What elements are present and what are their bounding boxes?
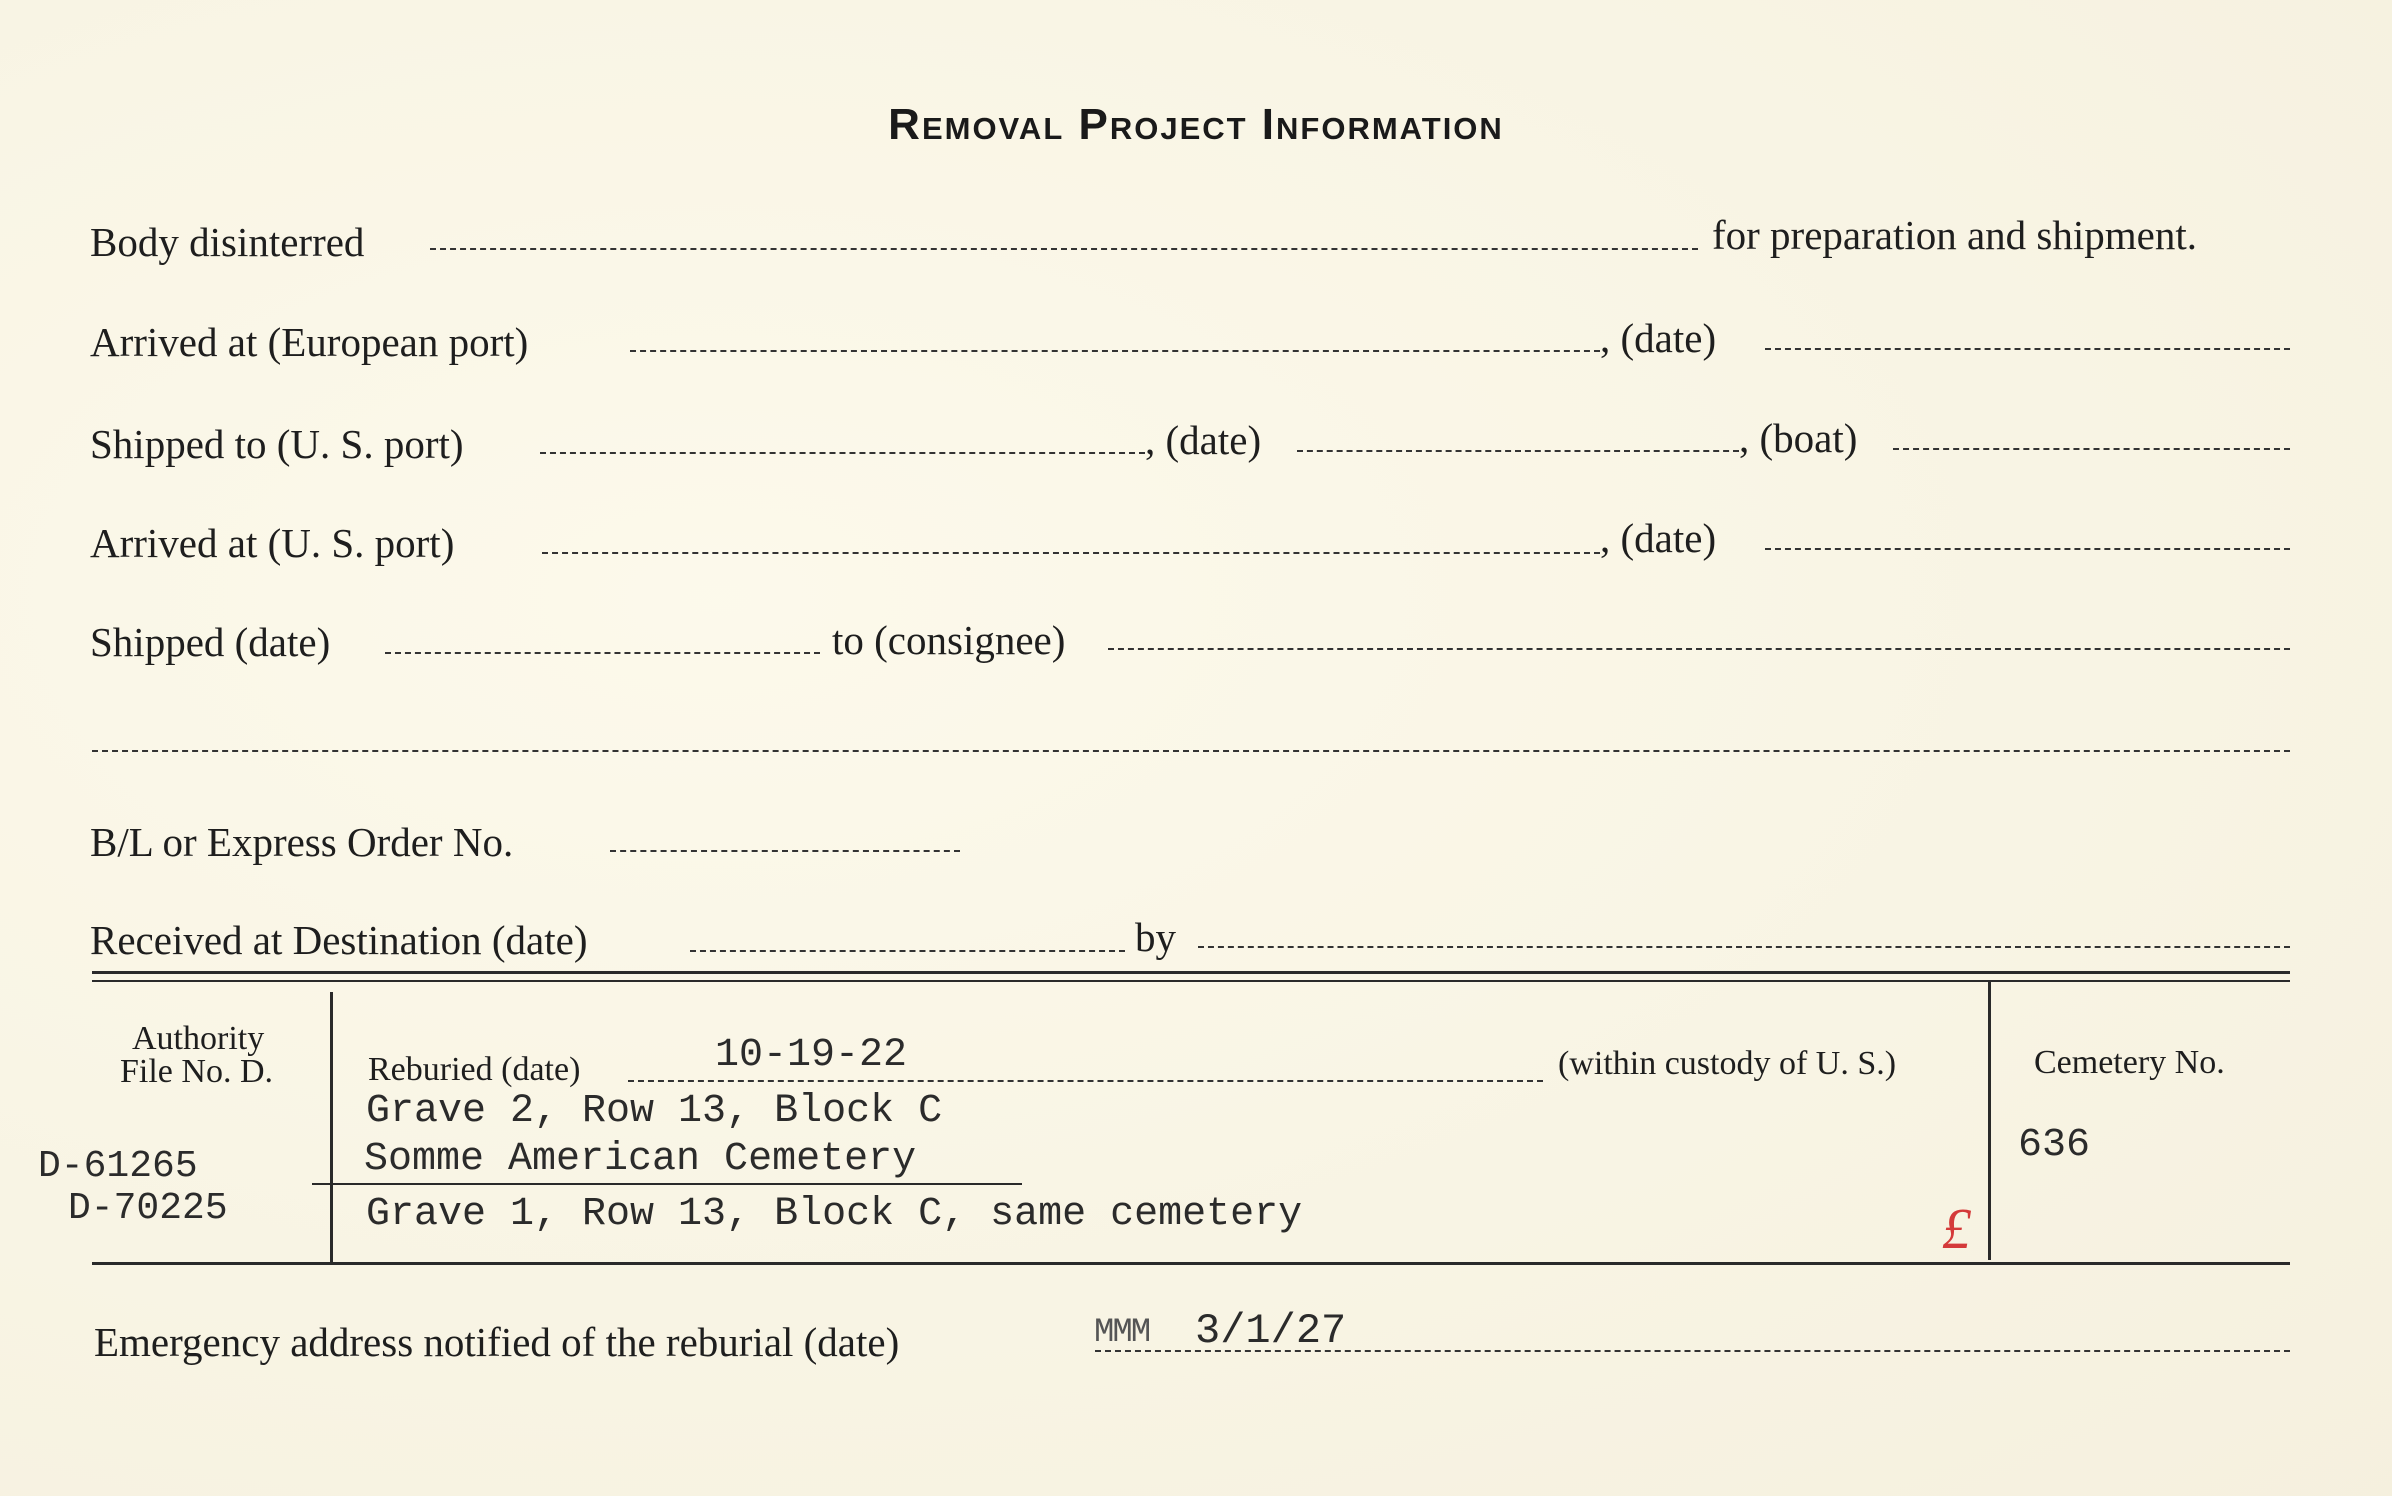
red-pencil-mark: £ (1942, 1196, 1971, 1261)
reburied-date-label: Reburied (date) (368, 1051, 581, 1088)
preparation-shipment-label: for preparation and shipment. (1712, 212, 2198, 258)
body-disinterred-label: Body disinterred (90, 219, 365, 265)
bl-express-field[interactable] (610, 850, 960, 852)
shipped-date-row-field[interactable] (385, 652, 820, 654)
table-divider-right (1988, 982, 1991, 1260)
received-by-label: by (1135, 914, 1176, 960)
cemetery-name-line: Somme American Cemetery (364, 1137, 917, 1182)
emergency-date-value: 3/1/27 (1195, 1307, 1347, 1355)
authority-header: Authority (132, 1020, 265, 1057)
file-number-1: D-61265 (38, 1145, 198, 1188)
european-port-field[interactable] (630, 350, 1600, 352)
body-disinterred-field[interactable] (430, 248, 1698, 250)
table-top-rule-1 (92, 971, 2290, 974)
reburied-date-field[interactable] (628, 1080, 1543, 1082)
table-bottom-rule (92, 1262, 2290, 1265)
boat-field[interactable] (1893, 448, 2290, 450)
arrived-us-date-label: , (date) (1600, 515, 1717, 561)
shipped-to-us-port-label: Shipped to (U. S. port) (90, 421, 464, 467)
table-top-rule-2 (92, 980, 2290, 982)
grave-line-2: Grave 1, Row 13, Block C, same cemetery (366, 1192, 1303, 1237)
cemetery-no-label: Cemetery No. (2034, 1044, 2225, 1081)
reburied-date-value: 10-19-22 (715, 1033, 908, 1078)
emergency-address-label: Emergency address notified of the reburial (date) (94, 1319, 900, 1365)
european-date-field[interactable] (1765, 348, 2290, 350)
consignee-label: to (consignee) (832, 617, 1066, 663)
file-number-2: D-70225 (68, 1187, 228, 1230)
shipped-date-row-label: Shipped (date) (90, 619, 331, 665)
initials-stamp: MMM (1094, 1314, 1150, 1352)
bl-express-label: B/L or Express Order No. (90, 819, 514, 865)
shipped-date-label: , (date) (1145, 417, 1262, 463)
arrived-us-port-label: Arrived at (U. S. port) (90, 520, 455, 566)
received-by-field[interactable] (1198, 946, 2290, 948)
file-no-header: File No. D. (120, 1053, 273, 1090)
cemetery-number: 636 (2018, 1123, 2091, 1168)
arrived-us-date-field[interactable] (1765, 548, 2290, 550)
arrived-european-port-label: Arrived at (European port) (90, 319, 529, 365)
table-divider-left (330, 992, 333, 1264)
consignee-continuation-field[interactable] (92, 750, 2290, 752)
us-port-field[interactable] (540, 452, 1145, 454)
received-destination-label: Received at Destination (date) (90, 917, 588, 963)
card-title: Removal Project Information (888, 100, 1504, 149)
strike-underline (312, 1183, 1022, 1185)
custody-label: (within custody of U. S.) (1558, 1045, 1897, 1082)
arrived-us-port-field[interactable] (542, 552, 1600, 554)
consignee-field[interactable] (1108, 648, 2290, 650)
boat-label: , (boat) (1739, 415, 1858, 461)
european-date-label: , (date) (1600, 315, 1717, 361)
shipped-date-field[interactable] (1297, 450, 1739, 452)
grave-line-1: Grave 2, Row 13, Block C (366, 1089, 943, 1134)
received-date-field[interactable] (690, 950, 1125, 952)
